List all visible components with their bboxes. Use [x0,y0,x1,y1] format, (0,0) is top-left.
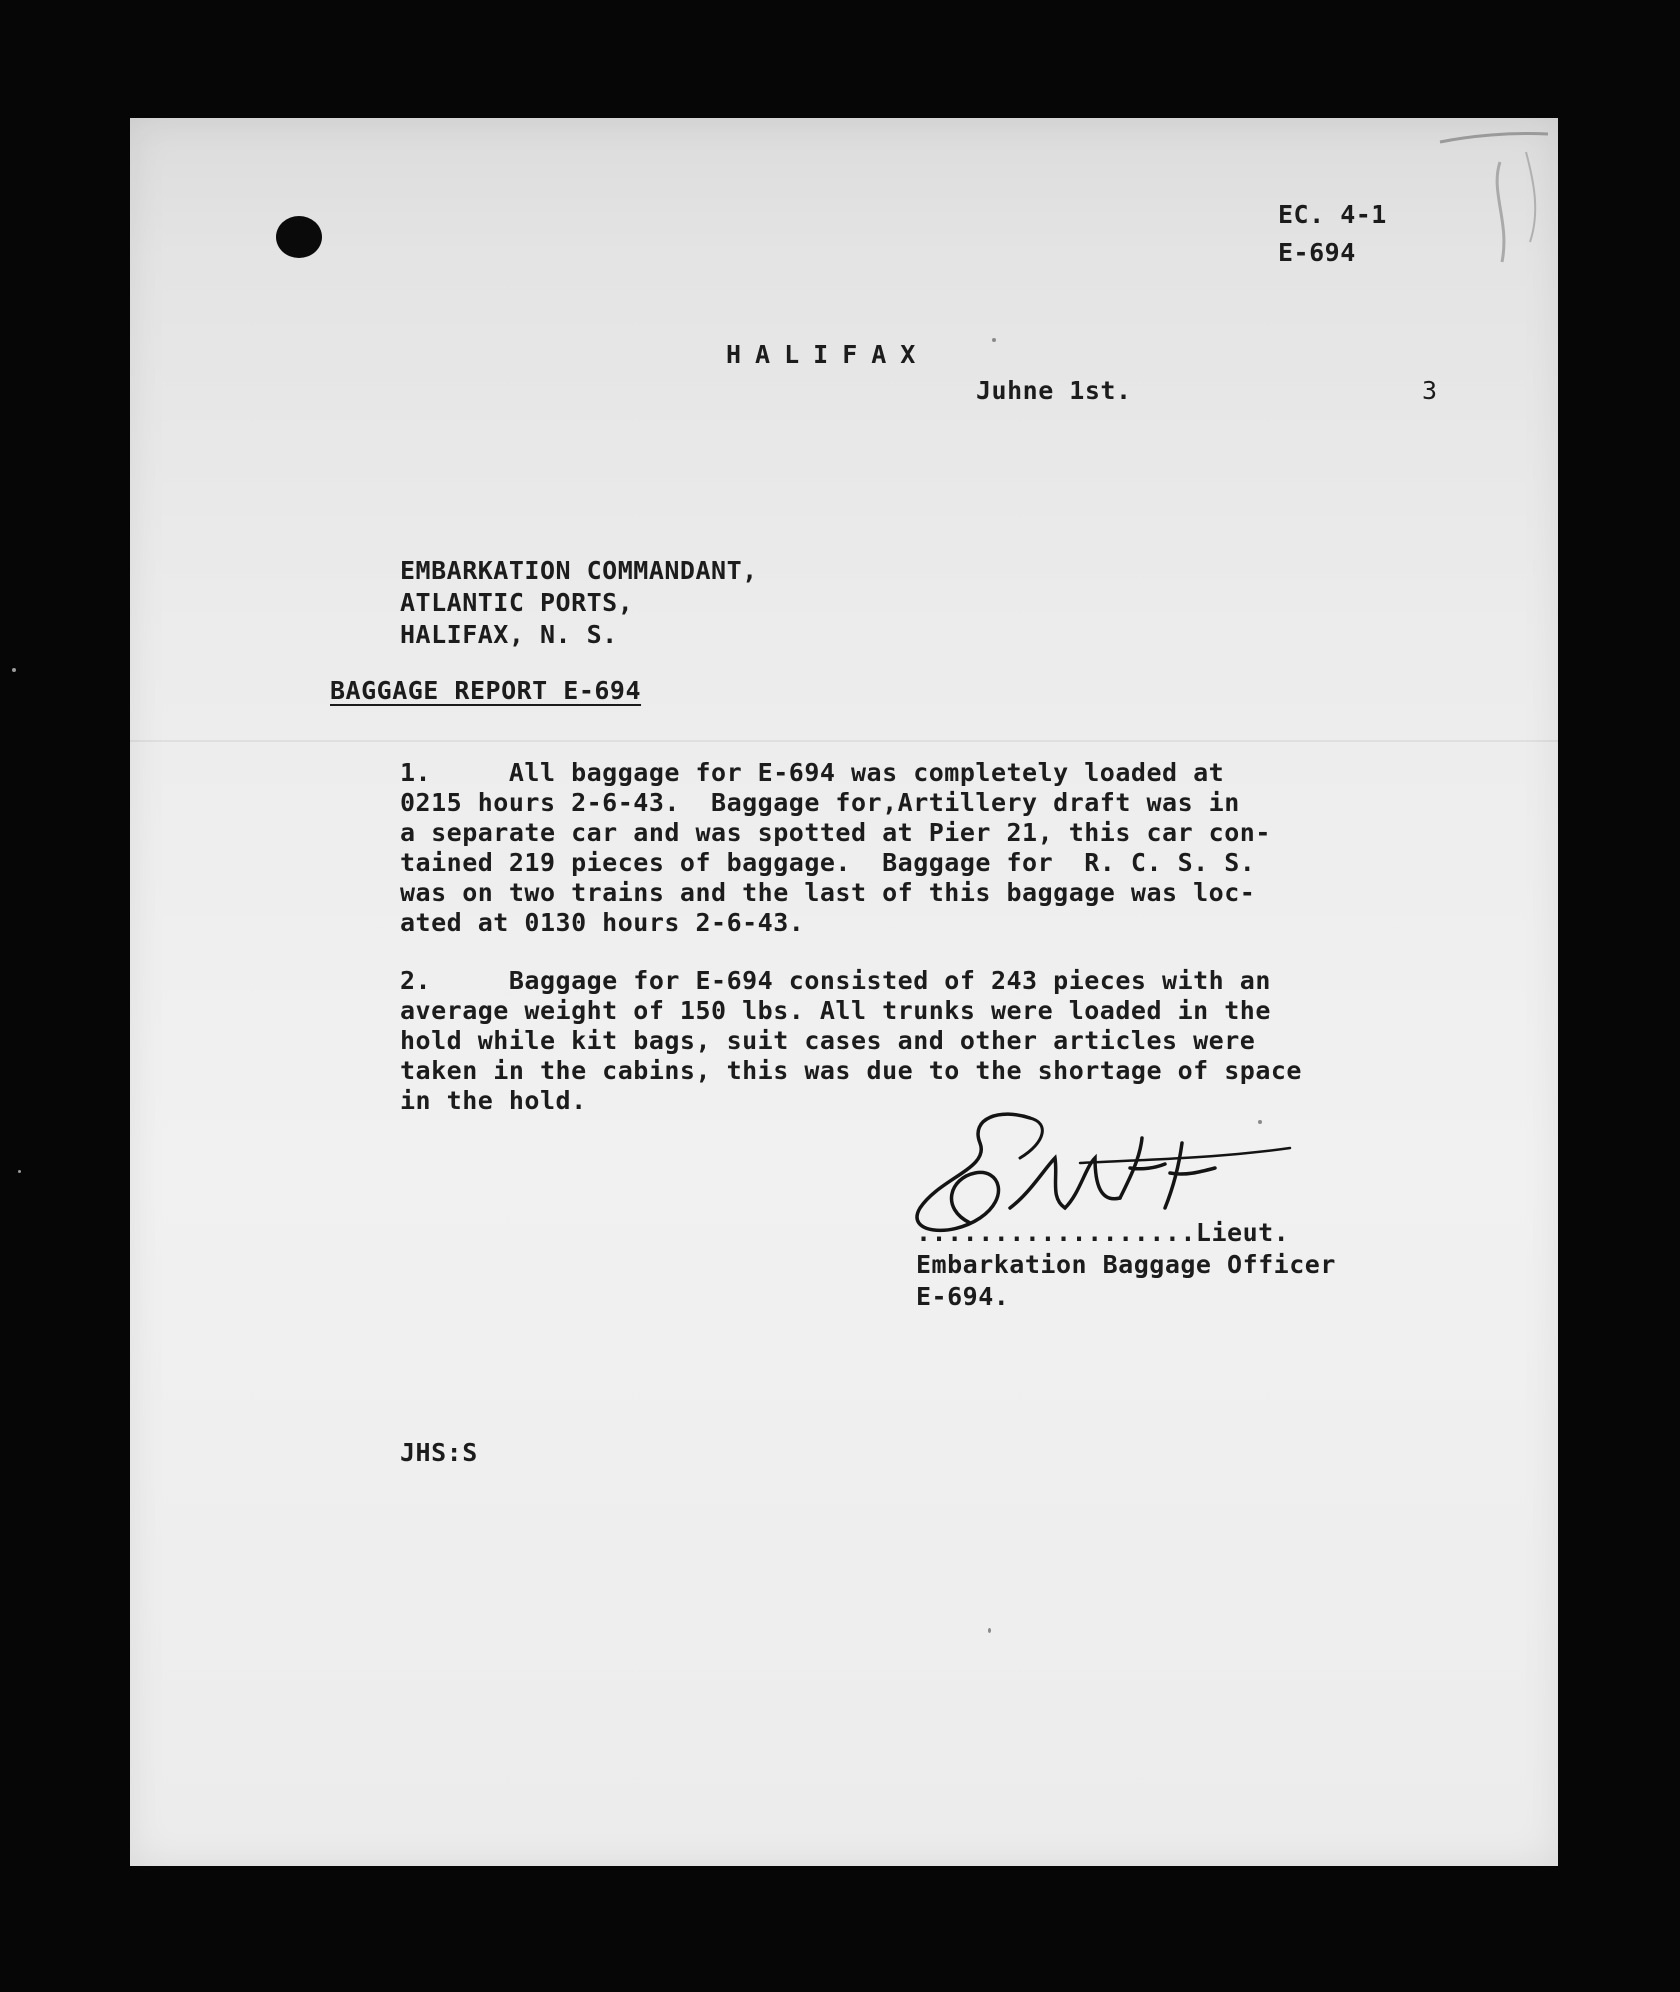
paragraph-line: tained 219 pieces of baggage. Baggage for R. C. S. S. [400,848,1256,877]
paragraph-line: taken in the cabins, this was due to the shortage of space [400,1056,1302,1085]
paragraph-line: in the hold. [400,1086,587,1115]
paragraph-line: ated at 0130 hours 2-6-43. [400,908,805,937]
signature-line-rank: ..................Lieut. [916,1218,1290,1247]
subject-line: BAGGAGE REPORT E-694 [330,676,642,705]
paragraph-line: hold while kit bags, suit cases and other articles were [400,1026,1256,1055]
paragraph-1 [400,758,1271,938]
paragraph-line: 2. Baggage for E-694 consisted of 243 pieces with an [400,966,1271,995]
reference-number: E-694 [1278,238,1356,267]
paper-speck [992,338,996,342]
paragraph-line: 1. All baggage for E-694 was completely loaded at [400,758,1225,787]
signature-unit: E-694. [916,1282,1010,1311]
letter-date: Juhne 1st. [976,376,1132,405]
paragraph-line: average weight of 150 lbs. All trunks were loaded in the [400,996,1271,1025]
paper-speck [1258,1120,1262,1124]
addressee-line-1: EMBARKATION COMMANDANT, [400,556,758,585]
scan-speck [12,668,16,672]
paragraph-line: a separate car and was spotted at Pier 21, this car con- [400,818,1271,847]
paragraph-line: 0215 hours 2-6-43. Baggage for,Artillery draft was in [400,788,1240,817]
page-number: 3 [1422,376,1438,405]
punch-hole [276,216,322,258]
paragraph-line: was on two trains and the last of this baggage was loc- [400,878,1256,907]
addressee-line-3: HALIFAX, N. S. [400,620,618,649]
document-sheet [130,118,1558,1866]
scan-speck [18,1170,21,1173]
paper-speck [988,1628,991,1633]
addressee-line-2: ATLANTIC PORTS, [400,588,634,617]
letter-city-heading: HALIFAX [726,340,930,369]
paper-fold-line [130,740,1558,742]
paragraph-2 [400,966,1302,1116]
reference-code: EC. 4-1 [1278,200,1387,229]
pencil-annotation-mark [1430,122,1558,272]
typist-initials: JHS:S [400,1438,478,1467]
signature-title: Embarkation Baggage Officer [916,1250,1336,1279]
